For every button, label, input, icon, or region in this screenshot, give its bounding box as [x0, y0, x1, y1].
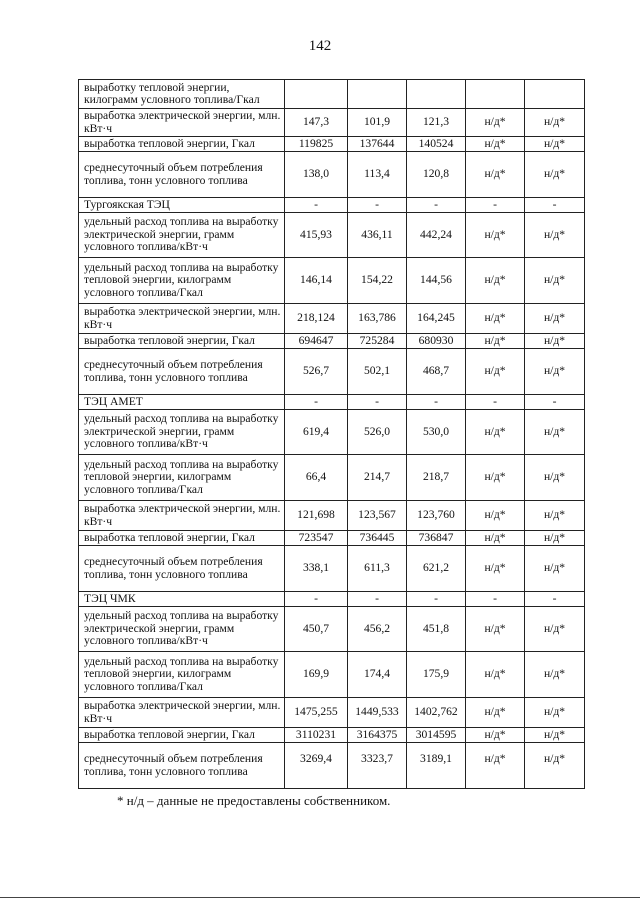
table-row: [79, 109, 585, 137]
cell-value: н/д*: [466, 152, 525, 198]
table-row: [79, 652, 585, 698]
cell-value: -: [407, 395, 466, 410]
cell-value: 101,9: [348, 109, 407, 137]
cell-value: -: [348, 395, 407, 410]
cell-value: 3269,4: [285, 743, 348, 789]
table-row: [79, 592, 585, 607]
cell-value: н/д*: [525, 109, 585, 137]
cell-value: 174,4: [348, 652, 407, 698]
section-heading: Тургоякская ТЭЦ: [79, 198, 285, 213]
cell-value: н/д*: [466, 652, 525, 698]
cell-value: н/д*: [466, 349, 525, 395]
row-label: выработка электрической энергии, млн. кВт·ч: [79, 304, 285, 334]
cell-value: н/д*: [525, 698, 585, 728]
section-heading: ТЭЦ АМЕТ: [79, 395, 285, 410]
cell-value: 3164375: [348, 728, 407, 743]
cell-value: 164,245: [407, 304, 466, 334]
cell-value: 138,0: [285, 152, 348, 198]
cell-value: 123,760: [407, 501, 466, 531]
table-row: [79, 410, 585, 455]
row-label: среднесуточный объем потребления топлива, тонн условного топлива: [79, 152, 285, 198]
table-row: [79, 728, 585, 743]
cell-value: н/д*: [466, 698, 525, 728]
cell-value: н/д*: [466, 743, 525, 789]
cell-value: 3323,7: [348, 743, 407, 789]
cell-value: 137644: [348, 137, 407, 152]
cell-value: 680930: [407, 334, 466, 349]
row-label: выработка электрической энергии, млн. кВт·ч: [79, 698, 285, 728]
cell-value: 621,2: [407, 546, 466, 592]
table-row: [79, 501, 585, 531]
cell-value: -: [348, 198, 407, 213]
row-label: выработка тепловой энергии, Гкал: [79, 137, 285, 152]
cell-value: 338,1: [285, 546, 348, 592]
cell-value: н/д*: [525, 743, 585, 789]
row-label: удельный расход топлива на выработку электрической энергии, грамм условного топлива/кВт·ч: [79, 410, 285, 455]
cell-value: 154,22: [348, 258, 407, 304]
cell-value: [348, 80, 407, 109]
table-row: [79, 531, 585, 546]
cell-value: 140524: [407, 137, 466, 152]
cell-value: 175,9: [407, 652, 466, 698]
cell-value: -: [466, 395, 525, 410]
cell-value: 468,7: [407, 349, 466, 395]
cell-value: 218,124: [285, 304, 348, 334]
cell-value: [525, 80, 585, 109]
row-label: удельный расход топлива на выработку тепловой энергии, килограмм условного топлива/Гкал: [79, 258, 285, 304]
cell-value: н/д*: [466, 109, 525, 137]
cell-value: н/д*: [525, 607, 585, 652]
cell-value: 144,56: [407, 258, 466, 304]
cell-value: н/д*: [466, 728, 525, 743]
cell-value: 451,8: [407, 607, 466, 652]
cell-value: н/д*: [525, 304, 585, 334]
cell-value: н/д*: [525, 455, 585, 501]
cell-value: н/д*: [525, 546, 585, 592]
cell-value: 436,11: [348, 213, 407, 258]
row-label: выработка электрической энергии, млн. кВт·ч: [79, 109, 285, 137]
cell-value: 694647: [285, 334, 348, 349]
cell-value: 456,2: [348, 607, 407, 652]
row-label: выработка тепловой энергии, Гкал: [79, 728, 285, 743]
section-heading: ТЭЦ ЧМК: [79, 592, 285, 607]
cell-value: н/д*: [525, 137, 585, 152]
cell-value: 121,698: [285, 501, 348, 531]
cell-value: 619,4: [285, 410, 348, 455]
cell-value: н/д*: [466, 137, 525, 152]
table-row: [79, 258, 585, 304]
cell-value: н/д*: [525, 531, 585, 546]
cell-value: -: [525, 198, 585, 213]
cell-value: н/д*: [525, 410, 585, 455]
cell-value: -: [466, 592, 525, 607]
cell-value: 123,567: [348, 501, 407, 531]
cell-value: 530,0: [407, 410, 466, 455]
page-number: 142: [308, 38, 332, 54]
cell-value: 611,3: [348, 546, 407, 592]
row-label: удельный расход топлива на выработку тепловой энергии, килограмм условного топлива/Гкал: [79, 652, 285, 698]
cell-value: н/д*: [525, 334, 585, 349]
row-label: удельный расход топлива на выработку электрической энергии, грамм условного топлива/кВт·ч: [79, 607, 285, 652]
cell-value: 723547: [285, 531, 348, 546]
table-row: [79, 304, 585, 334]
row-label: среднесуточный объем потребления топлива, тонн условного топлива: [79, 743, 285, 789]
cell-value: н/д*: [525, 652, 585, 698]
table-row: [79, 698, 585, 728]
cell-value: -: [525, 592, 585, 607]
table-row: [79, 80, 585, 109]
cell-value: 3014595: [407, 728, 466, 743]
table-row: [79, 213, 585, 258]
row-label: выработка электрической энергии, млн. кВт·ч: [79, 501, 285, 531]
cell-value: 120,8: [407, 152, 466, 198]
cell-value: 113,4: [348, 152, 407, 198]
cell-value: -: [407, 592, 466, 607]
table-row: [79, 743, 585, 789]
cell-value: [466, 80, 525, 109]
table-row: [79, 198, 585, 213]
row-label: удельный расход топлива на выработку электрической энергии, грамм условного топлива/кВт·ч: [79, 213, 285, 258]
row-label: выработку тепловой энергии, килограмм условного топлива/Гкал: [79, 80, 285, 109]
table-row: [79, 152, 585, 198]
cell-value: [407, 80, 466, 109]
table-row: [79, 137, 585, 152]
cell-value: 3110231: [285, 728, 348, 743]
cell-value: -: [285, 592, 348, 607]
cell-value: 526,0: [348, 410, 407, 455]
cell-value: 736847: [407, 531, 466, 546]
cell-value: 1475,255: [285, 698, 348, 728]
fuel-data-table: [78, 79, 585, 789]
cell-value: 147,3: [285, 109, 348, 137]
cell-value: [285, 80, 348, 109]
cell-value: 1449,533: [348, 698, 407, 728]
cell-value: 3189,1: [407, 743, 466, 789]
cell-value: -: [407, 198, 466, 213]
cell-value: н/д*: [525, 152, 585, 198]
cell-value: 1402,762: [407, 698, 466, 728]
cell-value: 736445: [348, 531, 407, 546]
cell-value: н/д*: [525, 258, 585, 304]
cell-value: -: [285, 198, 348, 213]
cell-value: -: [348, 592, 407, 607]
cell-value: 218,7: [407, 455, 466, 501]
cell-value: н/д*: [466, 455, 525, 501]
cell-value: н/д*: [525, 728, 585, 743]
cell-value: 66,4: [285, 455, 348, 501]
cell-value: н/д*: [466, 258, 525, 304]
cell-value: н/д*: [466, 531, 525, 546]
footnote: * н/д – данные не предоставлены собственником.: [117, 793, 391, 808]
cell-value: н/д*: [525, 349, 585, 395]
row-label: среднесуточный объем потребления топлива, тонн условного топлива: [79, 546, 285, 592]
cell-value: 415,93: [285, 213, 348, 258]
row-label: удельный расход топлива на выработку тепловой энергии, килограмм условного топлива/Гкал: [79, 455, 285, 501]
cell-value: 725284: [348, 334, 407, 349]
table-row: [79, 395, 585, 410]
table-row: [79, 546, 585, 592]
cell-value: н/д*: [525, 501, 585, 531]
cell-value: н/д*: [466, 304, 525, 334]
cell-value: -: [285, 395, 348, 410]
cell-value: 450,7: [285, 607, 348, 652]
cell-value: 146,14: [285, 258, 348, 304]
cell-value: 214,7: [348, 455, 407, 501]
cell-value: -: [466, 198, 525, 213]
cell-value: 442,24: [407, 213, 466, 258]
bottom-divider: [0, 897, 640, 898]
cell-value: н/д*: [466, 410, 525, 455]
cell-value: 502,1: [348, 349, 407, 395]
cell-value: н/д*: [466, 213, 525, 258]
cell-value: н/д*: [525, 213, 585, 258]
row-label: выработка тепловой энергии, Гкал: [79, 531, 285, 546]
cell-value: 169,9: [285, 652, 348, 698]
cell-value: 121,3: [407, 109, 466, 137]
row-label: среднесуточный объем потребления топлива, тонн условного топлива: [79, 349, 285, 395]
table-row: [79, 349, 585, 395]
cell-value: н/д*: [466, 546, 525, 592]
cell-value: -: [525, 395, 585, 410]
table-row: [79, 607, 585, 652]
table-row: [79, 455, 585, 501]
row-label: выработка тепловой энергии, Гкал: [79, 334, 285, 349]
cell-value: 119825: [285, 137, 348, 152]
cell-value: н/д*: [466, 607, 525, 652]
cell-value: н/д*: [466, 501, 525, 531]
cell-value: 526,7: [285, 349, 348, 395]
table-row: [79, 334, 585, 349]
cell-value: н/д*: [466, 334, 525, 349]
cell-value: 163,786: [348, 304, 407, 334]
